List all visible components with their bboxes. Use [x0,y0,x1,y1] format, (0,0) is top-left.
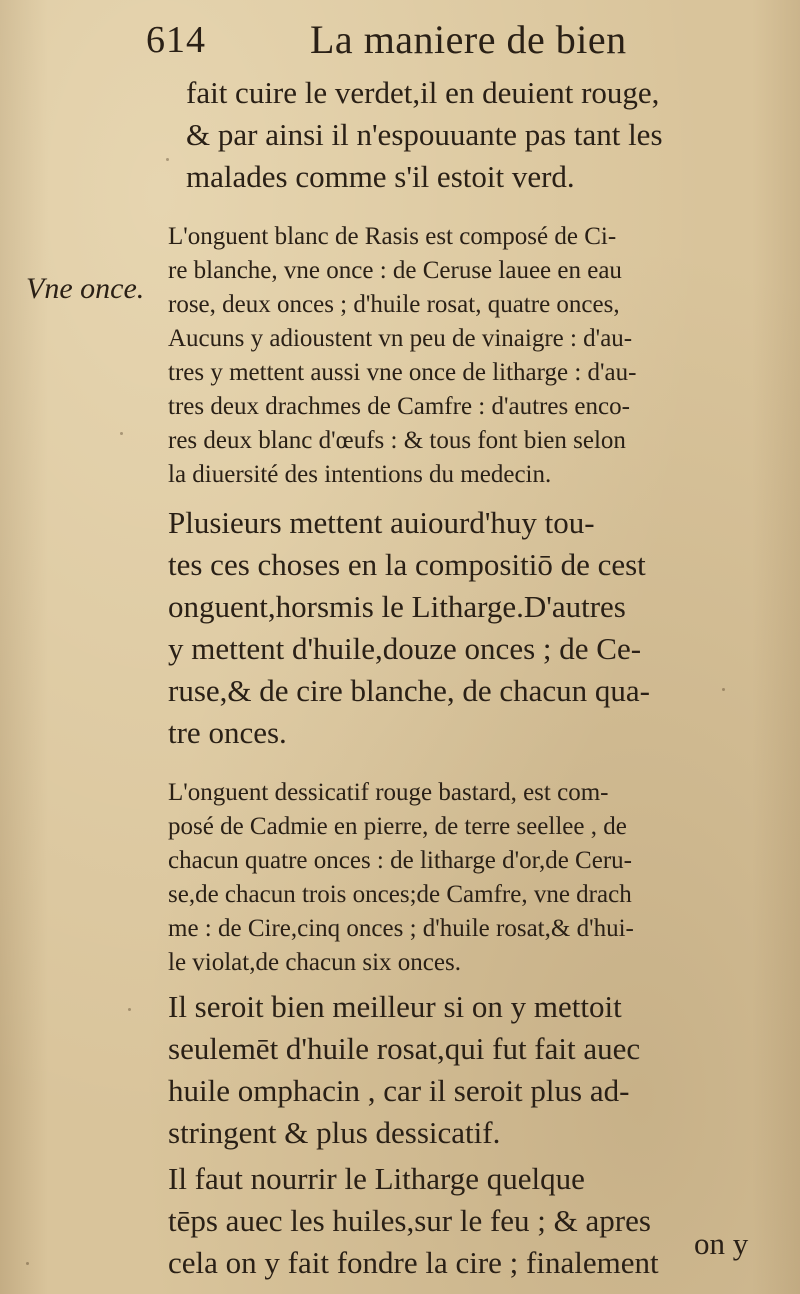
text-line: posé de Cadmie en pierre, de terre seellee , de [168,813,627,840]
paragraph [168,986,790,1154]
text-line: L'onguent blanc de Rasis est composé de Ci- [168,223,617,250]
text-line: re blanche, vne once : de Ceruse lauee en eau [168,257,622,284]
text-line: tres y mettent aussi vne once de litharge : d'au- [168,359,637,386]
ink-speck [120,432,123,435]
text-line: ruse,& de cire blanche, de chacun qua- [168,673,650,708]
body-text [150,72,790,1284]
text-line: y mettent d'huile,douze onces ; de Ce- [168,631,642,666]
text-line: me : de Cire,cinq onces ; d'huile rosat,& d'hui- [168,915,634,942]
ink-speck [166,158,169,161]
ink-speck [26,1262,29,1265]
text-line: Il seroit bien meilleur si on y mettoit [168,989,622,1024]
text-line: Aucuns y adioustent vn peu de vinaigre : d'au- [168,325,633,352]
text-line: & par ainsi il n'espouuante pas tant les [186,117,663,152]
text-line: tēps auec les huiles,sur le feu ; & apres [168,1203,651,1238]
text-line: tes ces choses en la compositiō de cest [168,547,646,582]
text-line: se,de chacun trois onces;de Camfre, vne drach [168,881,632,908]
text-line: huile omphacin , car il seroit plus ad- [168,1073,630,1108]
text-line: cela on y fait fondre la cire ; finalement [168,1245,659,1280]
ink-speck [128,1008,131,1011]
margin-note: Vne once. [26,272,145,305]
text-line: rose, deux onces ; d'huile rosat, quatre onces, [168,291,620,318]
catchword: on y [694,1226,749,1261]
paragraph [168,220,790,492]
text-line: L'onguent dessicatif rouge bastard, est com- [168,779,609,806]
ink-speck [722,688,725,691]
page-number: 614 [146,19,206,61]
paragraph [168,776,790,980]
paragraph [168,502,790,754]
page-header [140,12,780,66]
text-line: malades comme s'il estoit verd. [186,159,575,194]
paragraph [186,72,790,198]
text-line: le violat,de chacun six onces. [168,949,461,976]
text-line: res deux blanc d'œufs : & tous font bien selon [168,427,626,454]
text-line: seulemēt d'huile rosat,qui fut fait auec [168,1031,641,1066]
text-line: stringent & plus dessicatif. [168,1115,501,1150]
text-line: onguent,horsmis le Litharge.D'autres [168,589,626,624]
text-line: fait cuire le verdet,il en deuient rouge, [186,75,660,110]
paragraph [168,1158,790,1284]
text-line: chacun quatre onces : de litharge d'or,de Ceru- [168,847,632,874]
text-line: la diuersité des intentions du medecin. [168,461,552,488]
text-line: tres deux drachmes de Camfre : d'autres enco- [168,393,630,420]
running-head: La maniere de bien [310,17,627,62]
text-line: Plusieurs mettent auiourd'huy tou- [168,505,595,540]
text-line: tre onces. [168,715,287,750]
text-line: Il faut nourrir le Litharge quelque [168,1161,585,1196]
